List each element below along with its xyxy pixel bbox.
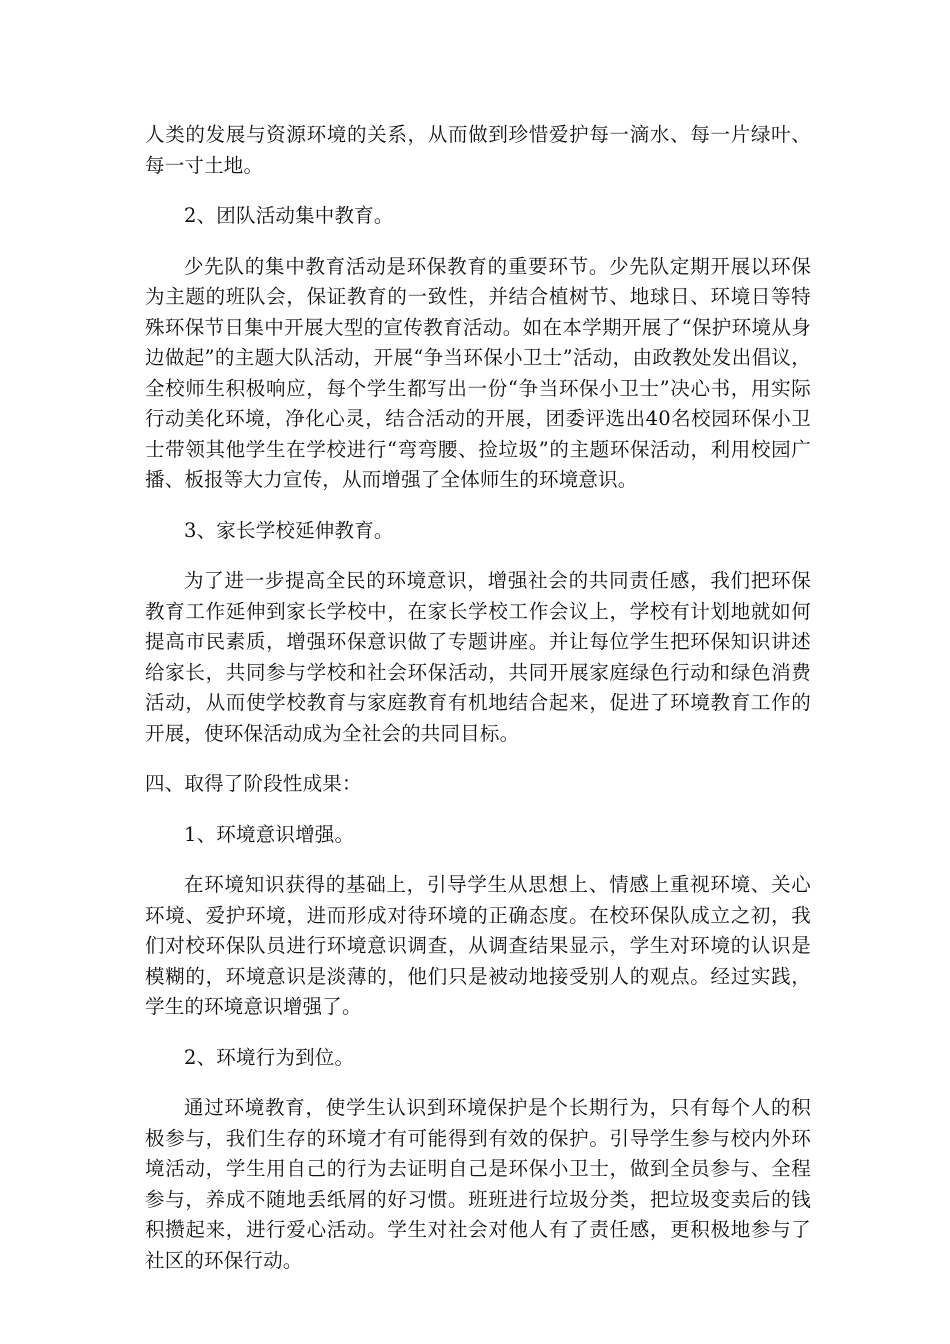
subheading-behavior: 2、环境行为到位。 bbox=[184, 1045, 355, 1069]
paragraph-awareness: 在环境知识获得的基础上，引导学生从思想上、情感上重视环境、关心环境、爱护环境，进而形成对待环境的正确态度。在校环保队成立之初，我们对校环保队员进行环境意识调查，从调查结果显示，学生对环境的认识是模糊的，环境意识是淡薄的，他们只是被动地接受别人的观点。经过实践，学生的环境意识增强了。 bbox=[145, 873, 811, 1018]
paragraph-parent-school: 为了进一步提高全民的环境意识，增强社会的共同责任感，我们把环保教育工作延伸到家长学校中，在家长学校工作会议上，学校有计划地就如何提高市民素质，增强环保意识做了专题讲座。并让每位学生把环保知识讲述给家长，共同参与学校和社会环保活动，共同开展家庭绿色行动和绿色消费活动，从而使学校教育与家庭教育有机地结合起来，促进了环境教育工作的开展，使环保活动成为全社会的共同目标。 bbox=[145, 569, 811, 745]
paragraph-young-pioneers: 少先队的集中教育活动是环保教育的重要环节。少先队定期开展以环保为主题的班队会，保证教育的一致性，并结合植树节、地球日、环境日等特殊环保节日集中开展大型的宣传教育活动。如在本学期开展了“保护环境从身边做起”的主题大队活动，开展“争当环保小卫士”活动，由政教处发出倡议，全校师生积极响应，每个学生都写出一份“争当环保小卫士”决心书，用实际行动美化环境，净化心灵，结合活动的开展，团委评选出40名校园环保小卫士带领其他学生在学校进行“弯弯腰、捡垃圾”的主题环保活动，利用校园广播、板报等大力宣传，从而增强了全体师生的环境意识。 bbox=[145, 254, 811, 491]
subheading-parent-school: 3、家长学校延伸教育。 bbox=[184, 518, 394, 542]
section-heading-results: 四、取得了阶段性成果： bbox=[145, 772, 362, 795]
paragraph-behavior: 通过环境教育，使学生认识到环境保护是个长期行为，只有每个人的积极参与，我们生存的环境才有可能得到有效的保护。引导学生参与校内外环境活动，学生用自己的行为去证明自己是环保小卫士，做到全员参与、全程参与，养成不随地丢纸屑的好习惯。班班进行垃圾分类，把垃圾变卖后的钱积攒起来，进行爱心活动。学生对社会对他人有了责任感，更积极地参与了社区的环保行动。 bbox=[145, 1096, 811, 1272]
paragraph-resource-environment: 人类的发展与资源环境的关系，从而做到珍惜爱护每一滴水、每一片绿叶、每一寸土地。 bbox=[145, 123, 811, 177]
document-body bbox=[145, 120, 811, 1296]
subheading-team-activity: 2、团队活动集中教育。 bbox=[184, 204, 394, 227]
subheading-awareness: 1、环境意识增强。 bbox=[184, 822, 355, 846]
